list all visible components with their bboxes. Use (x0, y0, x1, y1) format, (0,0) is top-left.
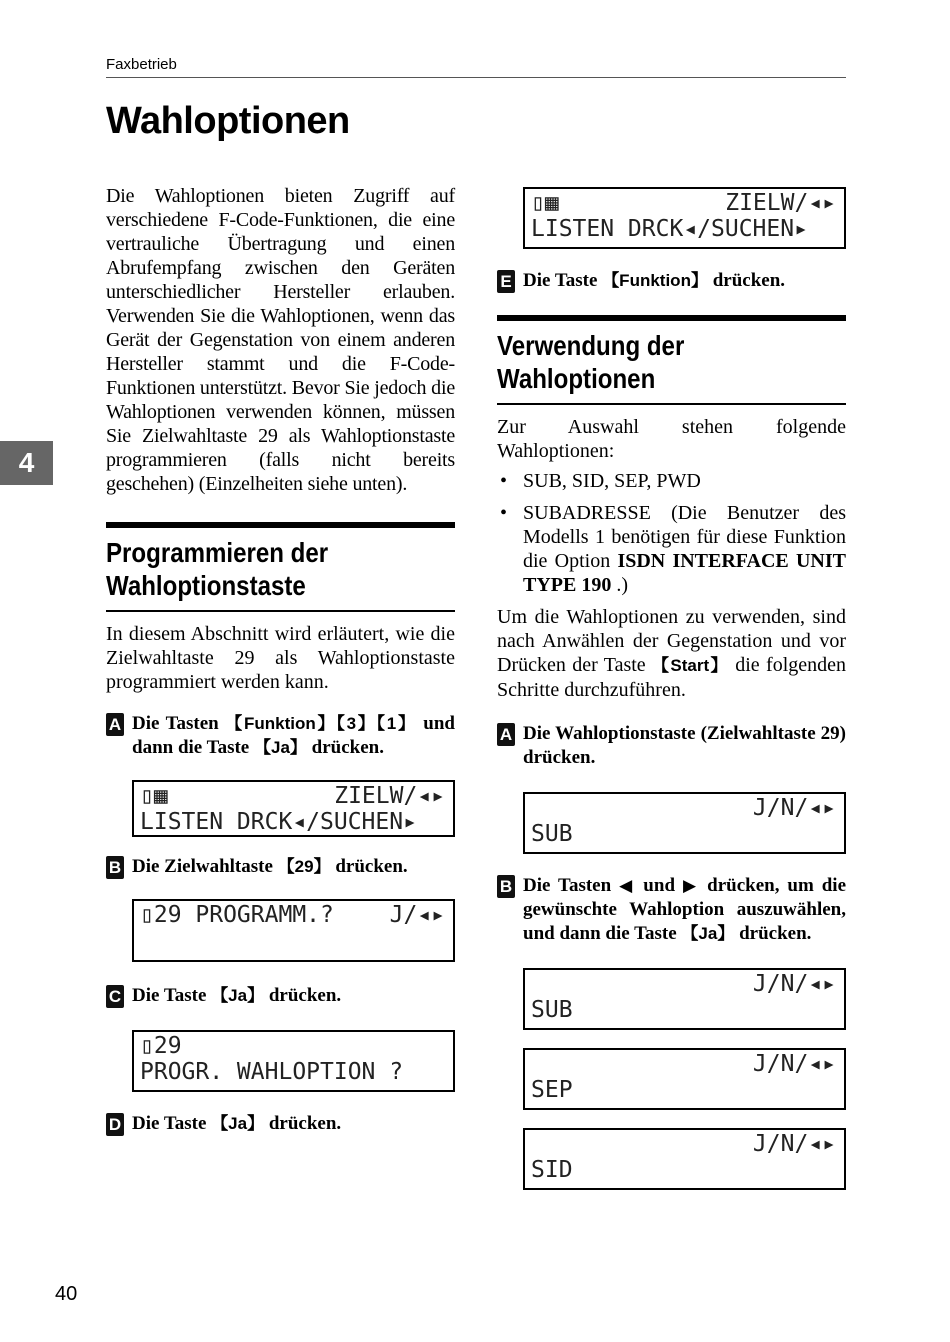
section1-paragraph: In diesem Abschnitt wird erläutert, wie die Zielwahltaste 29 als Wahloptionstaste programmiert werden kann. (106, 623, 455, 693)
lcd-display (523, 792, 846, 854)
section-title-programmieren: Programmieren der Wahloptionstaste (106, 537, 329, 601)
step-text: Die Tasten (132, 713, 226, 734)
start-key: 【Start】 (652, 656, 729, 675)
step-text: Die Zielwahltaste (132, 856, 278, 877)
lcd-display (523, 1048, 846, 1110)
step-text: Die Taste (132, 1113, 212, 1134)
lcd-display (132, 1030, 455, 1092)
lcd-line: J/◂▸ (389, 902, 445, 928)
options-list (497, 469, 846, 597)
step-text: drücken. (330, 856, 408, 877)
lcd-display (132, 780, 455, 837)
left-column (106, 184, 455, 1136)
lcd-display (132, 899, 455, 962)
lcd-line: LISTEN DRCK◂/SUCHEN▸ (531, 216, 808, 242)
page-title: Wahloptionen (106, 100, 350, 142)
lcd-line: ZIELW/◂▸ (334, 783, 445, 809)
step-text: Die Wahloptionstaste (Zielwahltaste 29) drücken. (523, 723, 846, 768)
step-text: drücken, um die gewünschte Wahloption auszuwählen, und dann die Taste (523, 875, 847, 944)
lcd-line (140, 928, 445, 954)
key-1: 【1】 (376, 714, 417, 733)
step-text: drücken. (264, 1113, 342, 1134)
section2-paragraph-2: Um die Wahloptionen zu verwenden, sind nach Anwählen der Gegenstation und vor Drücken der Taste 【Start】 die folgenden Schritte durchzuführen. (497, 606, 847, 701)
lcd-display (523, 187, 846, 249)
lcd-line: ▯▦ (531, 190, 559, 216)
step-text: drücken. (734, 923, 812, 944)
step-number: D (106, 1113, 124, 1136)
ja-key: 【Ja】 (211, 986, 265, 1005)
ja-key: 【Ja】 (253, 738, 307, 757)
step-3 (106, 984, 455, 1008)
step-number: C (106, 985, 124, 1008)
step-number: E (497, 270, 515, 293)
step-1 (497, 722, 846, 770)
funktion-key: 【Funktion】 (602, 271, 708, 290)
step-text: und (635, 875, 683, 896)
step-2 (106, 855, 455, 879)
section2-paragraph: Zur Auswahl stehen folgende Wahloptionen: (497, 416, 846, 462)
step-2 (497, 874, 846, 946)
left-arrow-icon: ◀ (619, 876, 636, 895)
lcd-line: ▯29 (140, 1033, 182, 1059)
ja-key: 【Ja】 (211, 1114, 265, 1133)
lcd-line: J/N/◂▸ (752, 1051, 836, 1077)
funktion-key: 【Funktion】 (225, 714, 337, 733)
step-number: B (106, 856, 124, 879)
lcd-line: PROGR. WAHLOPTION ? (140, 1059, 404, 1085)
section-rule-top (497, 315, 846, 321)
section-title-verwendung: Verwendung der Wahloptionen (497, 330, 685, 394)
lcd-line: J/N/◂▸ (752, 1131, 836, 1157)
chapter-tab: 4 (0, 441, 53, 485)
ja-key: 【Ja】 (681, 924, 735, 943)
lcd-line: ▯▦ (140, 783, 168, 809)
lcd-display (523, 968, 846, 1030)
key-3: 【3】 (336, 714, 377, 733)
lcd-line: J/N/◂▸ (752, 971, 836, 997)
step-4 (106, 1112, 455, 1136)
step-text: Die Taste (523, 270, 603, 291)
step-1 (106, 712, 455, 760)
lcd-display (523, 1128, 846, 1190)
step-number: B (497, 875, 515, 898)
lcd-line: SID (531, 1157, 573, 1183)
section-rule-top (106, 522, 455, 528)
step-number: A (106, 713, 124, 736)
right-arrow-icon: ▶ (682, 876, 700, 895)
step-text: Die Taste (132, 985, 212, 1006)
lcd-line: SUB (531, 997, 573, 1023)
option-name: ISDN INTERFACE UNIT TYPE 190 (523, 550, 846, 596)
step-text: und dann die Taste (132, 713, 455, 758)
page-number: 40 (55, 1283, 78, 1305)
lcd-line: ZIELW/◂▸ (725, 190, 836, 216)
step-text: drücken. (707, 270, 786, 291)
lcd-line: LISTEN DRCK◂/SUCHEN▸ (140, 809, 417, 835)
right-column (497, 184, 846, 1190)
step-text: Die Tasten (523, 875, 620, 896)
header-rule (106, 77, 846, 78)
lcd-line: SEP (531, 1077, 573, 1103)
step-5 (497, 269, 846, 293)
step-text: drücken. (306, 737, 384, 758)
lcd-line: ▯29 PROGRAMM.? (140, 902, 334, 928)
key-29: 【29】 (277, 857, 331, 876)
running-header: Faxbetrieb (106, 56, 177, 73)
step-text: drücken. (264, 985, 342, 1006)
list-item: • SUB, SID, SEP, PWD (497, 469, 846, 493)
list-item: • SUBADRESSE (Die Benutzer des Modells 1 benötigen für diese Funktion die Option ISDN INTERFACE UNIT TYPE 190 .) (497, 501, 846, 597)
lcd-line: J/N/◂▸ (752, 795, 836, 821)
intro-paragraph: Die Wahloptionen bieten Zugriff auf verschiedene F-Code-Funktionen, die eine vertrauliche Übertragung und einen Abrufempfang zwischen den Geräten unterschiedlicher Hersteller erlauben. Verwenden Sie die Wahloptionen, wenn das Gerät der Gegenstation von einem anderen Hersteller stammt und die F-Code-Funktionen unterstützt. Bevor Sie jedoch die Wahloptionen verwenden können, müssen Sie Zielwahltaste 29 als Wahloptionstaste programmieren (falls nicht bereits geschehen) (Einzelheiten siehe unten). (106, 185, 455, 495)
step-number: A (497, 723, 515, 746)
lcd-line: SUB (531, 821, 573, 847)
